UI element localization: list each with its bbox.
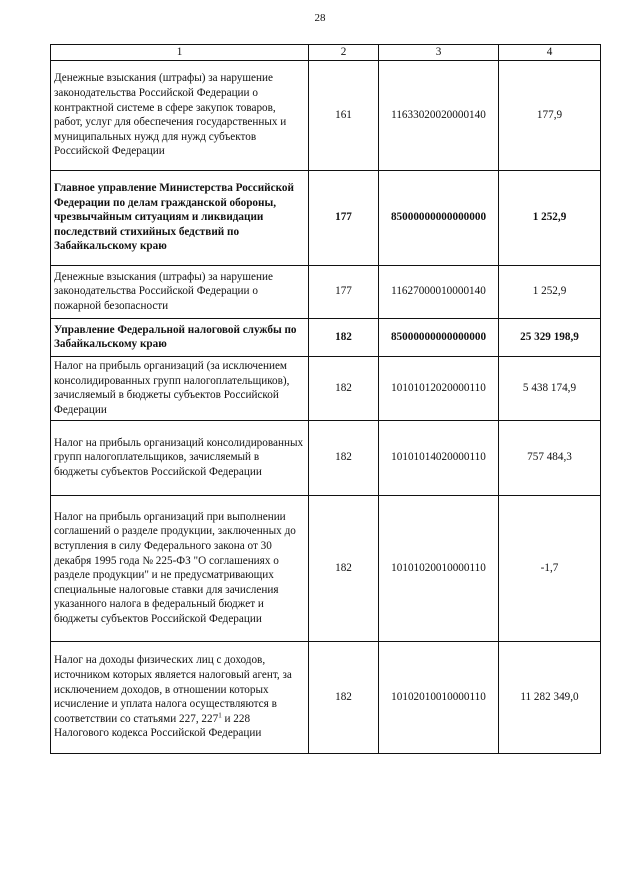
row-admin-code: 182 xyxy=(309,318,379,356)
row-name: Налог на прибыль организаций (за исключением консолидированных групп налогоплательщиков), зачисляемый в бюджеты субъектов Российской Федерации xyxy=(51,356,309,420)
revenue-table xyxy=(50,44,601,754)
row-name: Денежные взыскания (штрафы) за нарушение законодательства Российской Федерации о контрактной системе в сфере закупок товаров, работ, услуг для обеспечения государственных и муниципальных нужд для нужд субъектов Российской Федерации xyxy=(51,60,309,170)
column-header-amount: 4 xyxy=(499,45,601,61)
row-name: Управление Федеральной налоговой службы по Забайкальскому краю xyxy=(51,318,309,356)
row-admin-code: 161 xyxy=(309,60,379,170)
row-budget-code: 11633020020000140 xyxy=(379,60,499,170)
row-admin-code: 182 xyxy=(309,495,379,641)
row-admin-code: 182 xyxy=(309,641,379,753)
row-admin-code: 177 xyxy=(309,170,379,265)
column-header-admin: 2 xyxy=(309,45,379,61)
row-amount: 25 329 198,9 xyxy=(499,318,601,356)
row-name: Налог на прибыль организаций при выполнении соглашений о разделе продукции, заключенных до вступления в силу Федерального закона от 30 декабря 1995 года № 225-ФЗ "О соглашениях о разделе продукции" и не предусматривающих специальные налоговые ставки для зачисления указанного налога в федеральный бюджет и бюджеты субъектов Российской Федерации xyxy=(51,495,309,641)
row-admin-code: 177 xyxy=(309,265,379,318)
table-row xyxy=(51,495,601,641)
row-budget-code: 11627000010000140 xyxy=(379,265,499,318)
table-row xyxy=(51,265,601,318)
row-amount: -1,7 xyxy=(499,495,601,641)
row-budget-code: 10102010010000110 xyxy=(379,641,499,753)
table-row-section xyxy=(51,318,601,356)
row-name-superscript: 1 xyxy=(218,710,222,719)
row-budget-code: 10101012020000110 xyxy=(379,356,499,420)
table-row xyxy=(51,356,601,420)
table-row xyxy=(51,60,601,170)
table-header-row xyxy=(51,45,601,61)
row-name: Налог на прибыль организаций консолидированных групп налогоплательщиков, зачисляемый в бюджеты субъектов Российской Федерации xyxy=(51,420,309,495)
row-amount: 11 282 349,0 xyxy=(499,641,601,753)
column-header-name: 1 xyxy=(51,45,309,61)
row-amount: 177,9 xyxy=(499,60,601,170)
row-budget-code: 85000000000000000 xyxy=(379,318,499,356)
row-budget-code: 10101020010000110 xyxy=(379,495,499,641)
row-budget-code: 10101014020000110 xyxy=(379,420,499,495)
row-name: Денежные взыскания (штрафы) за нарушение законодательства Российской Федерации о пожарной безопасности xyxy=(51,265,309,318)
table-row-section xyxy=(51,170,601,265)
table-row xyxy=(51,641,601,753)
column-header-code: 3 xyxy=(379,45,499,61)
row-amount: 757 484,3 xyxy=(499,420,601,495)
row-admin-code: 182 xyxy=(309,420,379,495)
row-name xyxy=(51,641,309,753)
row-amount: 5 438 174,9 xyxy=(499,356,601,420)
row-budget-code: 85000000000000000 xyxy=(379,170,499,265)
row-admin-code: 182 xyxy=(309,356,379,420)
row-amount: 1 252,9 xyxy=(499,265,601,318)
row-name: Главное управление Министерства Российской Федерации по делам гражданской обороны, чрезвычайным ситуациям и ликвидации последствий стихийных бедствий по Забайкальскому краю xyxy=(51,170,309,265)
page-number: 28 xyxy=(314,12,326,24)
row-name-text-end: и 228 Налогового кодекса Российской Федерации xyxy=(54,712,262,740)
row-name-text: Налог на доходы физических лиц с доходов, источником которых является налоговый агент, за исключением доходов, в отношении которых исчисление и уплата налога осуществляются в соответствии со статьями 227, 227 xyxy=(54,654,292,725)
table-row xyxy=(51,420,601,495)
row-amount: 1 252,9 xyxy=(499,170,601,265)
